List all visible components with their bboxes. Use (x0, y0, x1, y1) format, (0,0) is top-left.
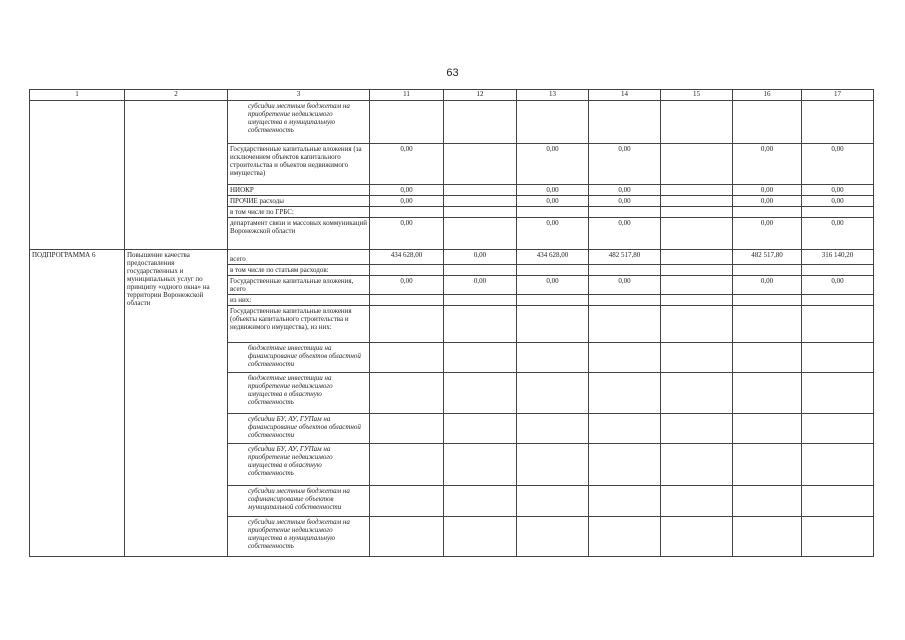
row-label: субсидии местным бюджетам на приобретение недвижимого имущества в муниципальную собственность (228, 517, 370, 557)
cell-value: 0,00 (802, 276, 874, 295)
cell-value: 0,00 (370, 185, 444, 196)
col-header: 2 (125, 90, 228, 101)
col-header: 15 (661, 90, 733, 101)
cell-value: 0,00 (589, 185, 661, 196)
row-label: Государственные капитальные вложения (объекты капитального строительства и недвижимого имущества), из них: (228, 306, 370, 343)
page-number: 63 (446, 67, 459, 79)
cell-value: 0,00 (370, 144, 444, 185)
cell-value: 0,00 (802, 144, 874, 185)
row-label: субсидии БУ, АУ, ГУПам на приобретение недвижимого имущества в областную собственность (228, 444, 370, 486)
row-label: бюджетные инвестиции на финансирование объектов областной собственности (228, 343, 370, 373)
row-label: бюджетные инвестиции на приобретение недвижимого имущества в областную собственность (228, 373, 370, 414)
cell-value: 0,00 (802, 218, 874, 250)
header-row (30, 90, 874, 101)
budget-table (29, 89, 874, 557)
cell-value: 0,00 (733, 276, 802, 295)
cell-value: 0,00 (517, 218, 589, 250)
cell-value: 0,00 (444, 276, 517, 295)
row-label: НИОКР (228, 185, 370, 196)
cell-value: 0,00 (370, 276, 444, 295)
col-header: 14 (589, 90, 661, 101)
row-label: субсидии БУ, АУ, ГУПам на финансирование объектов областной собственности (228, 414, 370, 444)
cell-value: 0,00 (370, 196, 444, 207)
row-label: Государственные капитальные вложения (за исключением объектов капитального строительства и объектов недвижимого имущества) (228, 144, 370, 185)
subprogram-name: Повышение качества предоставления государственных и муниципальных услуг по принципу «одного окна» на территории Воронежской области (125, 250, 228, 557)
row-label: департамент связи и массовых коммуникаций Воронежской области (228, 218, 370, 250)
cell-value: 0,00 (444, 250, 517, 265)
table-row (30, 101, 874, 144)
row-label: всего (228, 250, 370, 265)
col-header: 12 (444, 90, 517, 101)
row-label: в том числе по статьям расходов: (228, 265, 370, 276)
cell-value: 0,00 (517, 196, 589, 207)
cell-value: 0,00 (589, 276, 661, 295)
row-label: в том числе по ГРБС: (228, 207, 370, 218)
col-header: 17 (802, 90, 874, 101)
cell-value: 0,00 (517, 144, 589, 185)
cell-value: 0,00 (733, 185, 802, 196)
table-row (30, 250, 874, 265)
col-header: 3 (228, 90, 370, 101)
cell-value: 0,00 (517, 185, 589, 196)
cell-value: 482 517,80 (589, 250, 661, 265)
subprogram-code: ПОДПРОГРАММА 6 (30, 250, 125, 557)
cell-value: 0,00 (517, 276, 589, 295)
row-label: Государственные капитальные вложения, всего (228, 276, 370, 295)
cell-value: 0,00 (589, 218, 661, 250)
cell-value: 0,00 (802, 185, 874, 196)
col-header: 11 (370, 90, 444, 101)
cell-value: 0,00 (370, 218, 444, 250)
col-header: 13 (517, 90, 589, 101)
cell-value: 0,00 (733, 218, 802, 250)
cell-value: 434 628,00 (370, 250, 444, 265)
cell-value: 482 517,80 (733, 250, 802, 265)
row-label: субсидии местным бюджетам на софинансирование объектов муниципальной собственности (228, 486, 370, 517)
col-header: 1 (30, 90, 125, 101)
cell-value: 0,00 (733, 144, 802, 185)
cell-value: 316 140,20 (802, 250, 874, 265)
col-header: 16 (733, 90, 802, 101)
row-label: субсидии местным бюджетам на приобретение недвижимого имущества в муниципальную собственность (228, 101, 370, 144)
cell-code (30, 101, 125, 250)
cell-value: 0,00 (733, 196, 802, 207)
cell-value: 0,00 (802, 196, 874, 207)
row-label: ПРОЧИЕ расходы (228, 196, 370, 207)
cell-name (125, 101, 228, 250)
cell-value: 434 628,00 (517, 250, 589, 265)
cell-value: 0,00 (589, 196, 661, 207)
cell-value: 0,00 (589, 144, 661, 185)
row-label: из них: (228, 295, 370, 306)
